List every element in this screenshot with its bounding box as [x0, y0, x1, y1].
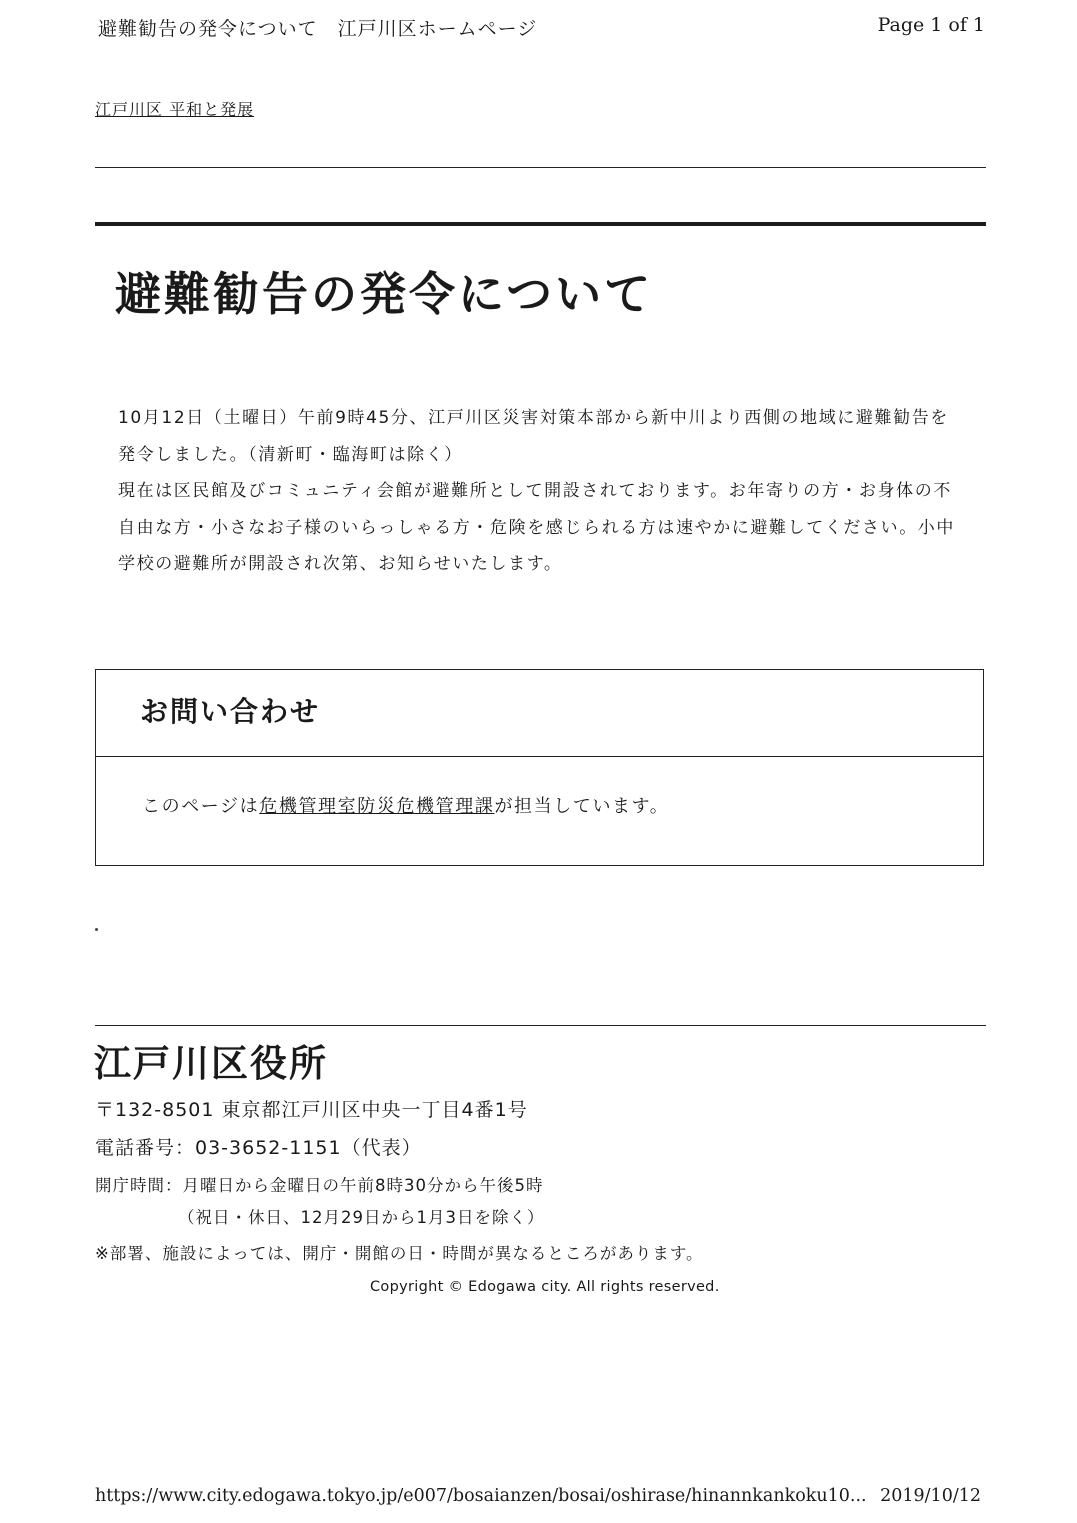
article-paragraph: 10月12日（土曜日）午前9時45分、江戸川区災害対策本部から新中川より西側の地域に避難勧告を発令しました。（清新町・臨海町は除く） [118, 408, 949, 465]
office-address: 〒132-8501 東京都江戸川区中央一丁目4番1号 [95, 1099, 528, 1121]
scan-dot [95, 928, 98, 931]
copyright: Copyright © Edogawa city. All rights reserved. [370, 1279, 720, 1295]
page-title: 避難勧告の発令について [115, 267, 654, 321]
office-hours: 開庁時間：月曜日から金曜日の午前8時30分から午後5時 [95, 1176, 544, 1195]
office-notice: ※部署、施設によっては、開庁・開館の日・時間が異なるところがあります。 [95, 1244, 704, 1263]
office-name: 江戸川区役所 [94, 1042, 328, 1085]
print-footer-date: 2019/10/12 [880, 1486, 981, 1506]
contact-text-before: このページは [142, 796, 260, 817]
print-header-title: 避難勧告の発令について 江戸川区ホームページ [98, 18, 538, 40]
contact-text-after: が担当しています。 [494, 796, 670, 817]
footer-divider [95, 1025, 986, 1026]
title-divider [95, 222, 986, 226]
office-hours-note: （祝日・休日、12月29日から1月3日を除く） [178, 1208, 545, 1227]
contact-header [96, 670, 983, 757]
department-link[interactable]: 危機管理室防災危機管理課 [259, 796, 495, 817]
article-paragraph: 現在は区民館及びコミュニティ会館が避難所として開設されております。お年寄りの方・お身体の不自由な方・小さなお子様のいらっしゃる方・危険を感じられる方は速やかに避難してください。小中学校の避難所が開設され次第、お知らせいたします。 [118, 481, 955, 574]
article-body [118, 400, 958, 583]
site-home-link[interactable]: 江戸川区 平和と発展 [95, 100, 255, 119]
contact-text [142, 792, 669, 818]
header-divider [95, 167, 986, 168]
contact-box [95, 669, 984, 866]
print-page-number: Page 1 of 1 [877, 14, 985, 36]
print-footer-url: https://www.city.edogawa.tokyo.jp/e007/bosaianzen/bosai/oshirase/hinannkankoku10... [95, 1486, 867, 1506]
office-phone: 電話番号：03-3652-1151（代表） [95, 1137, 422, 1159]
contact-heading: お問い合わせ [140, 695, 321, 728]
